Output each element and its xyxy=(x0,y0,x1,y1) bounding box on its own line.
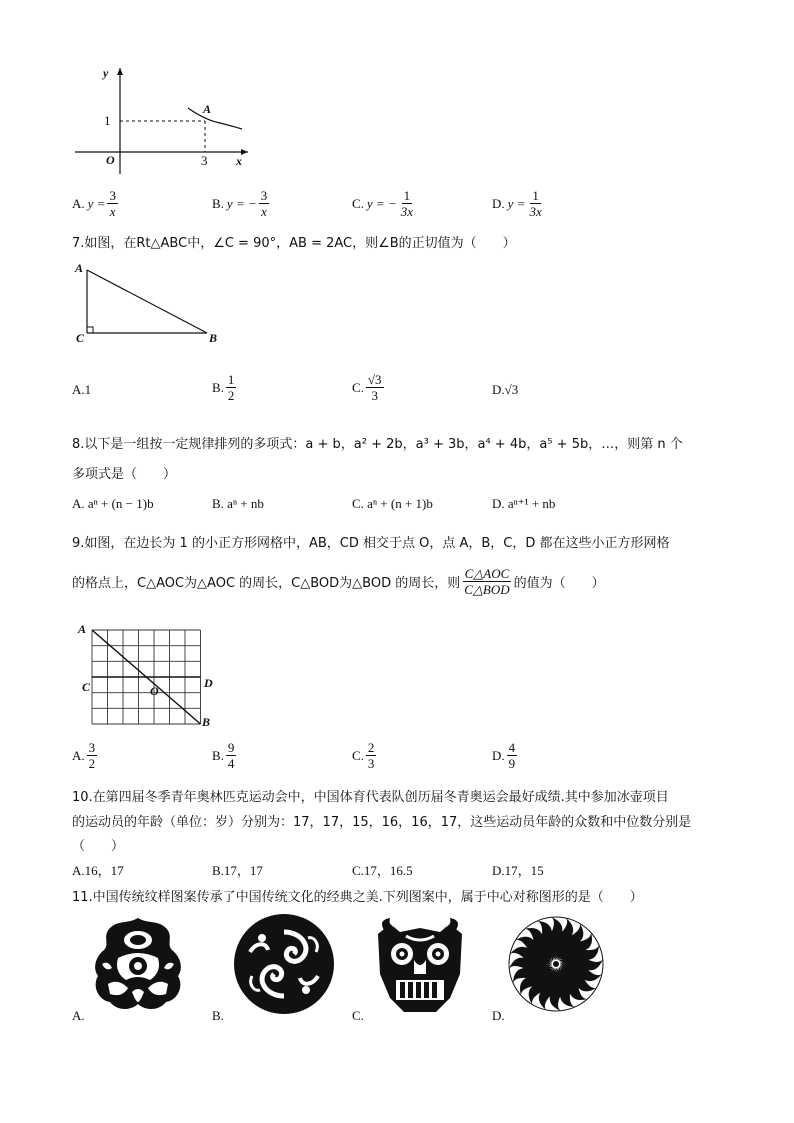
q9-option-c[interactable] xyxy=(352,740,378,771)
q7-triangle-figure xyxy=(72,258,222,348)
q9-point-b: B xyxy=(202,715,211,729)
q9-grid-figure xyxy=(90,628,205,728)
option-fraction: $\frac{3}{x}$ xyxy=(260,188,268,219)
q6-option-b[interactable] xyxy=(212,188,271,219)
option-letter: B. xyxy=(212,379,224,395)
q9-option-a[interactable] xyxy=(72,740,99,771)
option-value: √3 xyxy=(504,382,519,397)
q8-stem-line1: 8.以下是一组按一定规律排列的多项式：a + b，a² + 2b，a³ + 3b，a⁴ + 4b，a⁵ + 5b，…，则第 n 个 xyxy=(72,437,683,452)
option-lhs: y = − xyxy=(366,195,397,211)
q9-stem-text-end: 的值为（ ） xyxy=(513,576,605,591)
q10-stem-line3: （ ） xyxy=(72,839,125,854)
option-letter: D. xyxy=(492,747,505,763)
q7-vertex-a: A xyxy=(75,261,84,275)
q11-option-a[interactable]: A. xyxy=(72,1008,85,1023)
y-axis-label: y xyxy=(103,66,109,80)
option-letter: B. xyxy=(212,195,224,211)
q9-point-o: O xyxy=(150,684,159,698)
q9-option-b[interactable] xyxy=(212,740,238,771)
q9-option-d[interactable] xyxy=(492,740,519,771)
q6-option-a[interactable] xyxy=(72,188,120,219)
q6-option-c[interactable] xyxy=(352,188,417,219)
option-fraction: $\frac{9}{4}$ xyxy=(227,740,235,771)
option-fraction: $\frac{4}{9}$ xyxy=(508,740,516,771)
option-fraction: $\frac{1}{3x}$ xyxy=(400,188,414,219)
q6-option-d[interactable] xyxy=(492,188,546,219)
q6-graph xyxy=(70,62,255,177)
q9-stem-line2 xyxy=(72,566,605,597)
option-letter: B. xyxy=(212,747,224,763)
q7-option-b[interactable] xyxy=(212,372,238,403)
q8-option-d[interactable]: D. aⁿ⁺¹ + nb xyxy=(492,496,556,511)
y-tick-1: 1 xyxy=(104,113,111,128)
option-fraction: $\frac{3}{x}$ xyxy=(109,188,116,219)
x-tick-3: 3 xyxy=(201,153,208,168)
q10-option-b[interactable]: B.17，17 xyxy=(212,863,263,878)
q10-option-a[interactable]: A.16，17 xyxy=(72,863,124,878)
q7-vertex-b: B xyxy=(209,331,218,345)
q11-option-b[interactable]: B. xyxy=(212,1008,224,1023)
option-lhs: y = xyxy=(507,195,526,211)
option-fraction: $\frac{2}{3}$ xyxy=(367,740,375,771)
origin-label: O xyxy=(106,153,115,167)
pattern-a-floral-image[interactable] xyxy=(88,914,188,1016)
q10-stem-line1: 10.在第四届冬季青年奥林匹克运动会中，中国体育代表队创历届冬青奥运会最好成绩.其中参加冰壶项目 xyxy=(72,790,669,805)
q10-option-c[interactable]: C.17，16.5 xyxy=(352,863,413,878)
q11-option-c[interactable]: C. xyxy=(352,1008,364,1023)
q9-point-c: C xyxy=(82,680,91,694)
option-fraction: $\frac{1}{2}$ xyxy=(227,372,235,403)
pattern-d-pinwheel-image[interactable] xyxy=(506,914,606,1014)
pattern-b-cloud-swirl-image[interactable] xyxy=(232,912,336,1016)
q8-option-b[interactable]: B. aⁿ + nb xyxy=(212,496,264,511)
q9-stem-line1: 9.如图，在边长为 1 的小正方形网格中，AB，CD 相交于点 O，点 A，B，C，D 都在这些小正方形网格 xyxy=(72,536,670,551)
option-letter: A. xyxy=(72,382,85,397)
option-letter: D. xyxy=(492,382,505,397)
option-letter: D. xyxy=(492,195,505,211)
option-lhs: y = − xyxy=(226,195,257,211)
option-letter: A. xyxy=(72,747,85,763)
q11-stem: 11.中国传统纹样图案传承了中国传统文化的经典之美.下列图案中，属于中心对称图形的是（ ） xyxy=(72,890,643,905)
q8-option-c[interactable]: C. aⁿ + (n + 1)b xyxy=(352,496,433,511)
option-letter: C. xyxy=(352,195,364,211)
option-lhs: y = xyxy=(87,195,106,211)
option-letter: A. xyxy=(72,195,85,211)
q7-option-d[interactable] xyxy=(492,382,518,398)
q8-option-a[interactable]: A. aⁿ + (n − 1)b xyxy=(72,496,154,511)
x-axis-label: x xyxy=(236,154,242,168)
q7-vertex-c: C xyxy=(76,331,85,345)
q8-stem-line2: 多项式是（ ） xyxy=(72,467,177,482)
option-fraction: $\frac{3}{2}$ xyxy=(88,740,96,771)
point-a-label: A xyxy=(203,102,212,116)
q7-option-a[interactable] xyxy=(72,382,91,398)
option-fraction: $\frac{√3}{3}$ xyxy=(367,372,382,403)
q7-stem: 7.如图，在Rt△ABC中，∠C = 90°，AB = 2AC，则∠B的正切值为（ ） xyxy=(72,236,516,251)
pattern-c-beast-mask-image[interactable] xyxy=(370,914,470,1016)
q11-option-d[interactable]: D. xyxy=(492,1008,505,1023)
q9-ratio-fraction: $\frac{\text{C△AOC}}{\text{C△BOD}}$ xyxy=(464,566,510,597)
q7-option-c[interactable] xyxy=(352,372,386,403)
q9-stem-text: 的格点上，C△AOC为△AOC 的周长，C△BOD为△BOD 的周长，则 xyxy=(72,576,461,591)
q9-point-a: A xyxy=(78,622,87,636)
q10-stem-line2: 的运动员的年龄（单位：岁）分别为：17，17，15，16，16，17，这些运动员年龄的众数和中位数分别是 xyxy=(72,815,692,830)
option-letter: C. xyxy=(352,747,364,763)
q9-point-d: D xyxy=(204,676,213,690)
option-fraction: $\frac{1}{3x}$ xyxy=(529,188,542,219)
q10-option-d[interactable]: D.17，15 xyxy=(492,863,544,878)
option-letter: C. xyxy=(352,379,364,395)
option-value: 1 xyxy=(84,382,92,397)
